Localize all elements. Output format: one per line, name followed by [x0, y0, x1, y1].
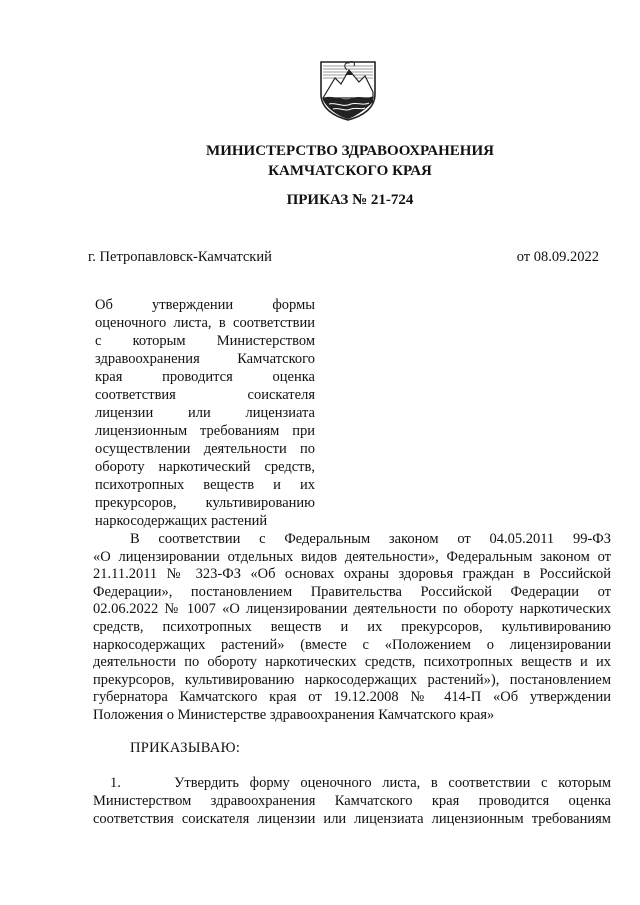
- order-directive: ПРИКАЗЫВАЮ:: [130, 740, 241, 756]
- basis-line: губернатора Камчатского края от 19.12.2008 № 414-П «Об утверждении: [93, 689, 611, 706]
- subject-line: прекурсоров, культивированию: [95, 495, 315, 511]
- item-line: Министерством здравоохранения Камчатского края проводится оценка: [93, 793, 611, 809]
- order-title: ПРИКАЗ № 21-724: [286, 192, 414, 208]
- ministry-name-line2: КАМЧАТСКОГО КРАЯ: [268, 163, 432, 179]
- basis-line: В соответствии с Федеральным законом от 04.05.2011 99-ФЗ: [130, 531, 611, 547]
- basis-line: 21.11.2011 № 323-ФЗ «Об основах охраны здоровья граждан в Российской: [93, 566, 611, 583]
- subject-line: обороту наркотический средств,: [95, 459, 315, 475]
- basis-line: деятельности по обороту наркотических средств, психотропных веществ и их: [93, 654, 611, 671]
- subject-line: наркосодержащих растений: [95, 513, 268, 529]
- subject-line: соответствия соискателя: [95, 387, 315, 403]
- basis-line: прекурсоров, культивированию наркосодержащих растений»), постановлением: [93, 671, 611, 688]
- item-number: 1.: [110, 775, 121, 791]
- subject-line: лицензионным требованиям при: [95, 423, 315, 439]
- basis-line: наркосодержащих растений» (вместе с «Положением о лицензировании: [93, 636, 611, 653]
- city: г. Петропавловск-Камчатский: [88, 249, 272, 265]
- subject-line: психотропных веществ и их: [95, 477, 315, 493]
- subject-line: лицензии или лицензиата: [95, 405, 315, 421]
- item-line: соответствия соискателя лицензии или лицензиата лицензионным требованиям: [93, 811, 611, 827]
- legal-basis-paragraph: [93, 531, 611, 725]
- basis-line: 02.06.2022 № 1007 «О лицензировании деятельности по обороту наркотических: [93, 601, 611, 618]
- order-subject: [95, 296, 315, 530]
- basis-line: Положения о Министерстве здравоохранения Камчатского края»: [93, 706, 495, 723]
- order-date: от 08.09.2022: [516, 249, 599, 265]
- kamchatka-coat-of-arms-icon: [319, 58, 377, 122]
- subject-line: оценочного листа, в соответствии: [95, 315, 315, 331]
- item-text-first: Утвердить форму оценочного листа, в соответствии с которым: [174, 775, 612, 791]
- item-line: [93, 774, 611, 792]
- subject-line: Об утверждении формы: [95, 297, 315, 313]
- basis-line: средств, психотропных веществ и их прекурсоров, культивированию: [93, 618, 611, 635]
- basis-line: Федерации», постановлением Правительства Российской Федерации от: [93, 583, 611, 600]
- ministry-name-line1: МИНИСТЕРСТВО ЗДРАВООХРАНЕНИЯ: [206, 143, 494, 159]
- subject-line: здравоохранения Камчатского: [95, 351, 315, 367]
- subject-line: края проводится оценка: [95, 369, 315, 385]
- basis-line: «О лицензировании отдельных видов деятельности», Федеральным законом от: [93, 548, 611, 565]
- subject-line: с которым Министерством: [95, 333, 315, 349]
- order-item-1: [93, 774, 611, 828]
- subject-line: осуществлении деятельности по: [95, 441, 315, 457]
- ministry-name: [150, 141, 550, 181]
